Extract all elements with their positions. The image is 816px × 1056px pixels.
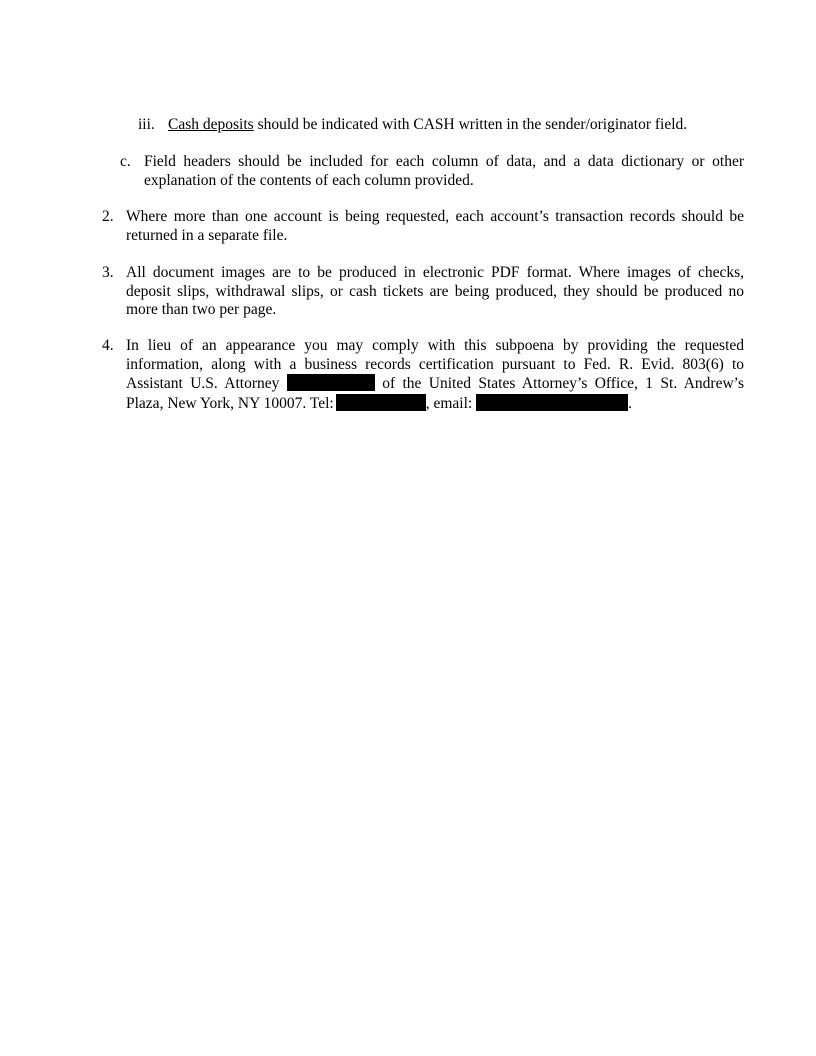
underlined-term: Cash deposits — [168, 116, 254, 133]
list-item-text: All document images are to be produced in electronic PDF format. Where images of checks, deposit slips, withdrawal slips, or cash tickets are being produced, they should be produced no more than two per page. — [126, 264, 744, 318]
list-item-text: Field headers should be included for each column of data, and a data dictionary or other explanation of the contents of each column provided. — [144, 153, 744, 189]
list-marker: c. — [120, 153, 131, 170]
redaction-block-email — [476, 394, 628, 411]
list-item-4 — [102, 337, 744, 413]
text-line: information, along with a business records certification pursuant to Fed. R. Evid. 803(6) to — [126, 355, 744, 373]
redaction-block-name — [287, 374, 375, 391]
text-line: Assistant U.S. Attorney of the United States Attorney’s Office, 1 St. Andrew’s — [126, 375, 745, 392]
redaction-block-phone — [336, 394, 426, 411]
list-marker: 2. — [102, 208, 114, 225]
list-item-2 — [102, 208, 744, 245]
list-item-c — [120, 153, 744, 190]
list-item-text: Where more than one account is being requested, each account’s transaction records should be returned in a separate file. — [126, 208, 744, 244]
list-item-text: Cash deposits should be indicated with CASH written in the sender/originator field. — [168, 116, 688, 133]
list-marker: iii. — [138, 116, 155, 133]
text-line: Plaza, New York, NY 10007. Tel: , email: . — [126, 394, 632, 412]
list-item-text — [126, 337, 744, 413]
list-item-iii — [138, 116, 748, 135]
list-item-3 — [102, 264, 744, 320]
list-marker: 4. — [102, 337, 114, 354]
list-marker: 3. — [102, 264, 114, 281]
text-line: In lieu of an appearance you may comply with this subpoena by providing the requested — [126, 337, 744, 354]
